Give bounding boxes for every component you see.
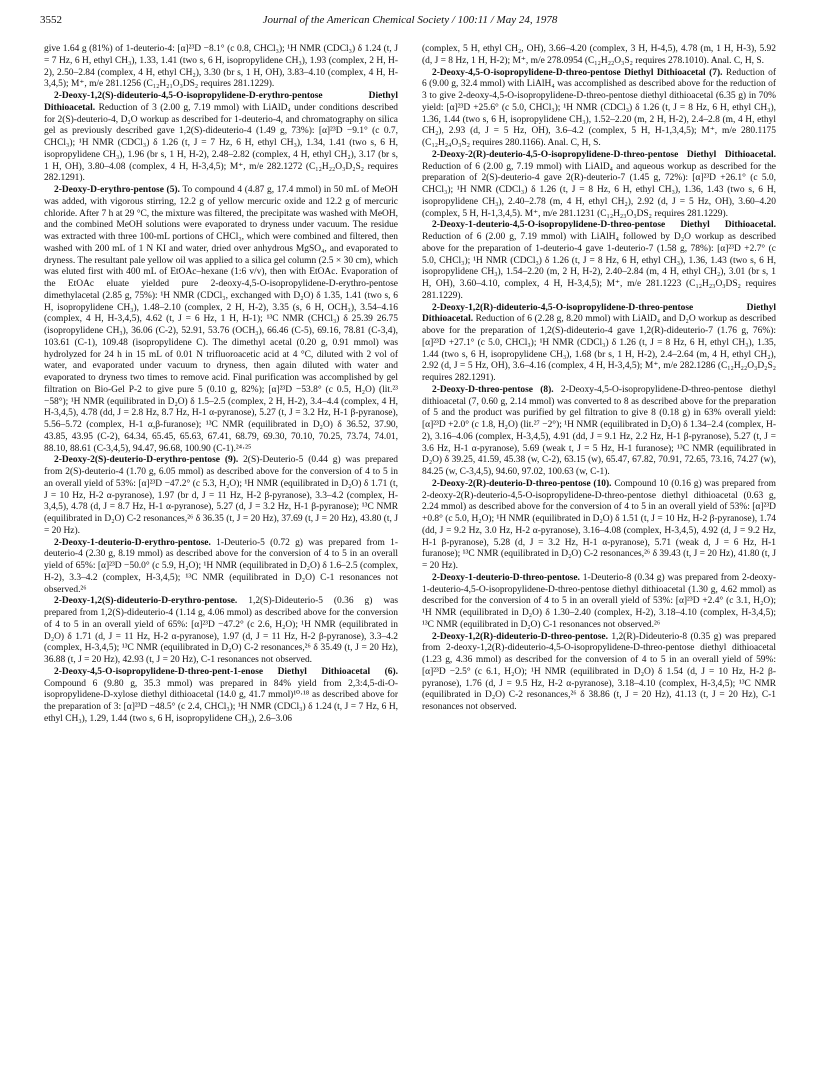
- section-heading: 2-Deoxy-1-deuterio-4,5-O-isopropylidene-D-threo-pentose Diethyl Dithioacetal.: [432, 220, 776, 231]
- paragraph: 2-Deoxy-1-deuterio-D-threo-pentose. 1-Deuterio-8 (0.34 g) was prepared from 2-deoxy-1-deuterio-4,5-O-isopropylidene-D-threo-pentose diethyl dithioacetal (1.30 g, 4.62 mmol) as described for the conversion of 4 to 5 in an overall yield of 53%: [α]²³D +2.4° (c 3.1, H₂O); ¹H NMR (equilibrated in D₂O) δ 1.30–2.40 (complex, H-2), 3.18–4.10 (complex, H-3,4,5); ¹³C NMR (equilibrated in D₂O) C-1 resonances not observed.²⁶: [422, 572, 777, 630]
- paragraph: 2-Deoxy-1-deuterio-4,5-O-isopropylidene-D-threo-pentose Diethyl Dithioacetal. Reduction of 6 (2.00 g, 7.19 mmol) with LiAlH₄ followed by D₂O workup as described above for the preparation of 1-deuterio-4 gave 1-deuterio-7 (1.58 g, 78%): [α]²³D +2.7° (c 5.0, CHCl₃); ¹H NMR (CDCl₃) δ 1.26 (t, J = 8 Hz, 6 H, ethyl CH₃), 1.36, 1.43 (two s, 6 H, isopropylidene CH₃), 1.54–2.20 (m, 2 H, H-2), 2.40–2.84 (m, 4 H, ethyl CH₂), 3.01 (br s, 1 H, OH), 3.60–4.10, complex, 4 H, H-3,4,5); M⁺, m/e 281.1223 (C₁₂H₂₃O₃DS₂ requires 281.1229).: [422, 220, 776, 301]
- section-heading: 2-Deoxy-2(S)-deuterio-D-erythro-pentose (9).: [54, 455, 239, 466]
- section-heading: 2-Deoxy-4,5-O-isopropylidene-D-threo-pentose Diethyl Dithioacetal (7).: [432, 67, 723, 78]
- paragraph: (complex, 5 H, ethyl CH₂, OH), 3.66–4.20 (complex, 3 H, H-4,5), 4.78 (m, 1 H, H-3), 5.92 (d, J = 8 Hz, 1 H, H-2); M⁺, m/e 278.0954 (C₁₂H₂₂O₃S₂ requires 278.1010). Anal. C, H, S.: [422, 44, 776, 66]
- paragraph: 2-Deoxy-D-threo-pentose (8). 2-Deoxy-4,5-O-isopropylidene-D-threo-pentose diethyl dithioacetal (7, 0.60 g, 2.14 mmol) was converted to 8 as described above for the preparation of 5 and the product was purified by gel filtration to give 8 (0.18 g) in 63% overall yield: [α]²³D +2.0° (c 1.8, H₂O) (lit.²⁷ −2°); ¹H NMR (equilibrated in D₂O) δ 1.34–2.4 (complex, H-2), 3.16–4.06 (complex, H-3,4,5), 4.91 (dd, J = 9.1 Hz, 2.2 Hz, H-1 β-pyranose), 5.27 (t, J = 3.6 Hz, H-1 α-pyranose), 5.69 (weak t, J = 5 Hz, H-1 furanose); ¹³C NMR (equilibrated in D₂O) δ 39.25, 41.59, 45.38 (w, C-2), 63.15 (w), 65.47, 67.82, 70.91, 72.65, 73.16, 74.27 (w), 84.25 (w, C-3,4,5), 94.60, 97.02, 100.63 (w, C-1).: [422, 384, 777, 477]
- paragraph: 2-Deoxy-1-deuterio-D-erythro-pentose. 1-Deuterio-5 (0.72 g) was prepared from 1-deuterio-4 (2.30 g, 8.19 mmol) as described above for the conversion of 4 to 5 in an overall yield of 65%: [α]²³D −50.0° (c 5.9, H₂O); ¹H NMR (equilibrated in D₂O) δ 1.6–2.5 (complex, H-2), 3.3–4.2 (complex, H-3,4,5); ¹³C NMR (equilibrated in D₂O) C-1 resonances not observed.²⁶: [44, 537, 399, 595]
- paragraph: 2-Deoxy-D-erythro-pentose (5). To compound 4 (4.87 g, 17.4 mmol) in 50 mL of MeOH was added, with vigorous stirring, 12.2 g of yellow mercuric oxide and 12.2 g of mercuric chloride. After 7 h at 29 °C, the mixture was filtered, the precipitate was washed with MeOH, and the combined MeOH solutions were evaporated to dryness under vacuum. The residue was extracted with three 100-mL portions of CHCl₃, which were combined and filtered, then washed with 200 mL of 1 N KI and water, dried over anhydrous MgSO₄, and evaporated to dryness. The resultant pale yellow oil was applied to a silica gel column (2.5 × 30 cm), which was eluted first with 400 mL of EtOAc–hexane (1:6 v/v), then with EtOAc. Evaporation of the EtOAc eluate yielded pure 2-deoxy-4,5-O-isopropylidene-D-erythro-pentose dimethylacetal (2.85 g, 75%): ¹H NMR (CDCl₃, exchanged with D₂O) δ 1.35, 1.41 (two s, 6 H, isopropylidene CH₃), 1.48–2.10 (complex, 2 H, H-2), 3.35 (s, 6 H, OCH₃), 3.54–4.16 (complex, 4 H, H-3,4,5), 4.62 (t, J = 6 Hz, 1 H, H-1); ¹³C NMR (CHCl₃) δ 25.39 26.75 (isopropylidene CH₃), 36.06 (C-2), 52.91, 53.76 (OCH₃), 66.46 (C-5), 69.16, 78.81 (C-3,4), 103.61 (C-1), 109.48 (isopropylidene C). The dimethyl acetal (0.20 g, 0.91 mmol) was hydrolyzed for 24 h in 15 mL of 0.01 N trifluoroacetic acid at 4 °C, diluted with 2 vol of water, and evaporated under vacuum to dryness, then again diluted with water and evaporated to dryness two times to remove acid. Final purification was accomplished by gel filtration on Bio-Gel P-2 to give pure 5 (0.10 g, 82%); [α]²³D −53.8° (c 0.5, H₂O) (lit.²³ −58°); ¹H NMR (equilibrated in D₂O) δ 1.5–2.5 (complex, 2 H, H-2), 3.4–4.4 (complex, 4 H, H-3,4,5), 4.78 (dd, J = 2.8 Hz, 8.7 Hz, H-1 α-pyranose), 5.27 (t, J = 3.2 Hz, H-1 β-pyranose), 5.56–5.72 (complex, H-1 α,β-furanose); ¹³C NMR (equilibrated in D₂O) δ 36.52, 37.90, 43.85, 43.95 (C-2), 64.34, 65.45, 65.63, 67.41, 68.79, 69.30, 70.10, 70.25, 73.74, 74.01, 88.10, 88.61 (C-3,4,5), 94.47, 96.68, 100.90 (C-1).²⁴·²⁵: [44, 185, 398, 454]
- section-heading: 2-Deoxy-2(R)-deuterio-D-threo-pentose (10).: [432, 478, 612, 489]
- page-number: 3552: [40, 14, 62, 26]
- paragraph: 2-Deoxy-2(S)-deuterio-D-erythro-pentose (9). 2(S)-Deuterio-5 (0.44 g) was prepared from 2(S)-deuterio-4 (1.70 g, 6.05 mmol) as described above for the conversion of 4 to 5 in an overall yield of 53%: [α]²³D −47.2° (c 5.3, H₂O); ¹H NMR (equilibrated in D₂O) δ 1.71 (t, J = 10 Hz, H-2 α-pyranose), 1.97 (br d, J = 11 Hz, H-2 β-pyranose), 3.3–4.2 (complex, H-3,4,5), 4.78 (d, J = 8.7 Hz, H-1 α-pyranose), 5.27 (d, J = 3.2 Hz, H-1 β-pyranose); ¹³C NMR (equilibrated in D₂O) C-2 resonances,²⁶ δ 36.35 (t, J = 20 Hz), 37.69 (t, J = 20 Hz), 43.80 (t, J = 20 Hz).: [44, 455, 398, 536]
- paragraph: 2-Deoxy-2(R)-deuterio-4,5-O-isopropylidene-D-threo-pentose Diethyl Dithioacetal. Reduction of 6 (2.00 g, 7.19 mmol) with LiAlD₄ and aqueous workup as described for the preparation of 2(S)-deuterio-4 gave 2(R)-deuterio-7 (1.45 g, 72%): [α]²³D +26.1° (c 5.0, CHCl₃); ¹H NMR (CDCl₃) δ 1.26 (t, J = 8 Hz, 6 H, ethyl CH₃), 1.36, 1.43 (two s, 6 H, isopropylidene CH₃), 2.40–2.78 (m, 4 H, ethyl CH₂), 2.92 (d, J = 5 Hz, OH), 3.60–4.20 (complex, 5 H, H-1,3,4,5). M⁺, m/e 281.1231 (C₁₂H₂₃O₃DS₂ requires 281.1229).: [422, 149, 776, 219]
- section-heading: 2-Deoxy-D-erythro-pentose (5).: [54, 185, 180, 195]
- running-header: [40, 14, 780, 34]
- left-column: [44, 44, 398, 726]
- section-heading: 2-Deoxy-D-threo-pentose (8).: [432, 384, 554, 395]
- right-column: [422, 44, 776, 714]
- paragraph: 2-Deoxy-4,5-O-isopropylidene-D-threo-pent-1-enose Diethyl Dithioacetal (6). Compound 6 (9.80 g, 35.3 mmol) was prepared in 84% yield from 2,3:4,5-di-O-isopropylidene-D-xylose diethyl dithioacetal (14.0 g, 41.7 mmol)¹⁰·¹⁸ as described above for the preparation of 3: [α]²³D −48.5° (c 2.4, CHCl₃); ¹H NMR (CDCl₃) δ 1.24 (t, J = 7 Hz, 6 H, ethyl CH₃), 1.29, 1.44 (two s, 6 H, isopropylidene CH₃), 2.6–3.06: [44, 666, 398, 724]
- paragraph: 2-Deoxy-1,2(R)-dideuterio-D-threo-pentose. 1,2(R)-Dideuterio-8 (0.35 g) was prepared from 2-deoxy-1,2(R)-dideuterio-4,5-O-isopropylidene-D-threo-pentose diethyl dithioacetal (1.23 g, 4.36 mmol) as described for the conversion of 4 to 5 in an overall yield of 59%: [α]²³D −2.5° (c 6.1, H₂O); ¹H NMR (equilibrated in D₂O) δ 1.54 (d, J = 10 Hz, H-2 β-pyranose), 1.76 (d, J = 9.5 Hz, H-2 α-pyranose), 3.18–4.10 (complex, H-3,4,5); ¹³C NMR (equilibrated in D₂O) C-2 resonances,²⁶ δ 38.86 (t, J = 20 Hz), 41.13 (t, J = 20 Hz), C-1 resonances not observed.: [422, 631, 776, 712]
- section-heading: 2-Deoxy-1,2(S)-dideuterio-D-erythro-pentose.: [54, 596, 238, 607]
- paragraph: 2-Deoxy-4,5-O-isopropylidene-D-threo-pentose Diethyl Dithioacetal (7). Reduction of 6 (9.00 g, 32.4 mmol) with LiAlH₄ was accomplished as described above for the reduction of 3 to give 2-deoxy-4,5-O-isopropylidene-D-threo-pentose diethyl dithioacetal (6.35 g) in 70% yield: [α]²³D +25.6° (c 5.0, CHCl₃); ¹H NMR (CDCl₃) δ 1.26 (t, J = 8 Hz, 6 H, ethyl CH₃), 1.36, 1.44 (two s, 6 H, isopropylidene CH₃), 1.52–2.20 (m, 2 H, H-2), 2.4–2.8 (m, 4 H, ethyl CH₂), 2.93 (d, J = 5 Hz, OH), 3.6–4.2 (complex, 5 H, H-1,3,4,5); M⁺, m/e 280.1175 (C₁₂H₂₄O₃S₂ requires 280.1166). Anal. C, H, S.: [422, 67, 777, 148]
- section-heading: 2-Deoxy-2(R)-deuterio-4,5-O-isopropylidene-D-threo-pentose Diethyl Dithioacetal.: [432, 149, 776, 160]
- section-heading: 2-Deoxy-4,5-O-isopropylidene-D-threo-pent-1-enose Diethyl Dithioacetal (6).: [54, 666, 398, 677]
- paragraph: 2-Deoxy-1,2(R)-dideuterio-4,5-O-isopropylidene-D-threo-pentose Diethyl Dithioacetal. Reduction of 6 (2.28 g, 8.20 mmol) with LiAlD₄ and D₂O workup as described above for the preparation of 1,2(S)-dideuterio-4 gave 1,2(R)-dideuterio-7 (1.76 g, 76%): [α]²³D +27.1° (c 5.0, CHCl₃); ¹H NMR (CDCl₃) δ 1.26 (t, J = 8 Hz, 6 H, ethyl CH₃), 1.35, 1.44 (two s, 6 H, isopropylidene CH₃), 1.68 (br s, 1 H, H-2), 2.4–2.64 (m, 4 H, ethyl CH₂), 2.92 (d, J = 5 Hz, OH), 3.6–4.16 (complex, 4 H, H-3,4,5); M⁺, m/e 282.1286 (C₁₂H₂₂O₃D₂S₂ requires 282.1291).: [422, 302, 776, 383]
- paragraph: give 1.64 g (81%) of 1-deuterio-4: [α]²³D −8.1° (c 0.8, CHCl₃); ¹H NMR (CDCl₃) δ 1.24 (t, J = 7 Hz, 6 H, ethyl CH₃), 1.33, 1.41 (two s, 6 H, isopropylidene CH₃), 1.93 (complex, 2 H, H-2), 2.50–2.84 (complex, 4 H, ethyl CH₂), 3.30 (br s, 1 H, OH), 3.83–4.10 (complex, 4 H, H-3,4,5); M⁺, m/e 281.1256 (C₁₂H₂₁O₃DS₂ requires 281.1229).: [44, 44, 398, 90]
- section-heading: 2-Deoxy-1-deuterio-D-threo-pentose.: [432, 572, 580, 583]
- paragraph: 2-Deoxy-1,2(S)-dideuterio-4,5-O-isopropylidene-D-erythro-pentose Diethyl Dithioacetal. Reduction of 3 (2.00 g, 7.19 mmol) with LiAlD₄ under conditions described for 2(S)-deuterio-4, D₂O workup as described for 1-deuterio-4, and chromatography on silica gel as previously described gave 1,2(S)-dideuterio-4 (1.49 g, 73%): [α]²³D −9.1° (c 0.7, CHCl₃); ¹H NMR (CDCl₃) δ 1.26 (t, J = 7 Hz, 6 H, ethyl CH₃), 1.34, 1.41 (two s, 6 H, isopropylidene CH₃), 1.96 (br s, 1 H, H-2), 2.48–2.82 (complex, 4 H, ethyl CH₂), 3.17 (br s, 1 H, OH), 3.80–4.08 (complex, 4 H, H-3,4,5); M⁺, m/e 282.1272 (C₁₂H₂₂O₃D₂S₂ requires 282.1291).: [44, 91, 398, 184]
- section-heading: 2-Deoxy-1,2(S)-dideuterio-4,5-O-isopropylidene-D-erythro-pentose Diethyl Dithioacetal.: [44, 91, 398, 113]
- section-heading: 2-Deoxy-1,2(R)-dideuterio-D-threo-pentose.: [432, 631, 608, 642]
- journal-citation: Journal of the American Chemical Society / 100:11 / May 24, 1978: [262, 14, 558, 26]
- section-heading: 2-Deoxy-1,2(R)-dideuterio-4,5-O-isopropylidene-D-threo-pentose Diethyl Dithioacetal.: [422, 302, 776, 325]
- section-heading: 2-Deoxy-1-deuterio-D-erythro-pentose.: [54, 537, 211, 548]
- paragraph: 2-Deoxy-1,2(S)-dideuterio-D-erythro-pentose. 1,2(S)-Dideuterio-5 (0.36 g) was prepared from 1,2(S)-dideuterio-4 (1.14 g, 4.06 mmol) as described above for the conversion of 4 to 5 in an overall yield of 65%: [α]²³D −47.2° (c 2.6, H₂O); ¹H NMR (equilibrated in D₂O) δ 1.71 (d, J = 11 Hz, H-2 α-pyranose), 1.97 (d, J = 11 Hz, H-2 β-pyranose), 3.3–4.2 (complex, H-3,4,5); ¹³C NMR (equilibrated in D₂O) C-2 resonances,²⁶ δ 35.49 (t, J = 20 Hz), 36.88 (t, J = 20 Hz), 42.93 (t, J = 20 Hz), C-1 resonances not observed.: [44, 596, 398, 665]
- paragraph: 2-Deoxy-2(R)-deuterio-D-threo-pentose (10). Compound 10 (0.16 g) was prepared from 2-deoxy-2(R)-deuterio-4,5-O-isopropylidene-D-threo-pentose diethyl dithioacetal (0.63 g, 2.24 mmol) as described above for the conversion of 4 to 5 in an overall yield of 53%: [α]²³D +0.8° (c 5.0, H₂O); ¹H NMR (equilibrated in D₂O) δ 1.51 (t, J = 10 Hz, H-2 β-pyranose), 1.74 (dd, J = 9.2 Hz, 3.0 Hz, H-2 α-pyranose), 3.16–4.08 (complex, H-3,4,5), 4.92 (d, J = 9.2 Hz, H-1 β-pyranose), 5.28 (d, J = 3.2 Hz, H-1 α-pyranose), 5.71 (weak d, J = 6 Hz, H-1 furanose); ¹³C NMR (equilibrated in D₂O) C-2 resonances,²⁶ δ 39.43 (t, J = 20 Hz), 41.80 (t, J = 20 Hz).: [422, 478, 777, 571]
